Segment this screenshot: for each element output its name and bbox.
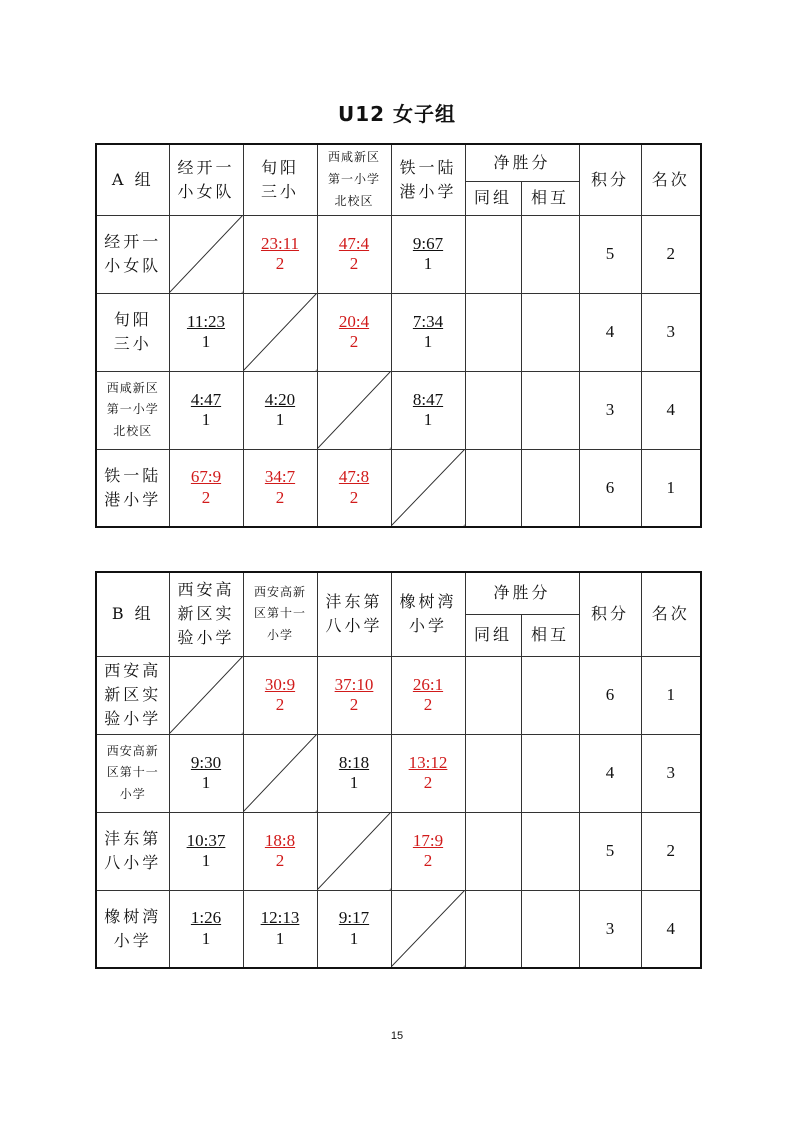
match-result-cell bbox=[243, 371, 317, 449]
points-cell: 3 bbox=[579, 890, 641, 968]
match-result bbox=[318, 467, 391, 508]
match-result-cell bbox=[391, 734, 465, 812]
table-row bbox=[96, 734, 701, 812]
match-score: 10:37 bbox=[186, 830, 226, 850]
self-match-cell bbox=[317, 371, 391, 449]
mutual-cell bbox=[521, 215, 579, 293]
same-group-cell bbox=[465, 293, 521, 371]
column-team-header bbox=[243, 572, 317, 656]
match-result bbox=[244, 234, 317, 275]
points-cell: 6 bbox=[579, 449, 641, 527]
column-team-name: 沣东第 八小学 bbox=[325, 592, 383, 636]
match-result-cell bbox=[169, 812, 243, 890]
match-points: 1 bbox=[423, 332, 433, 351]
match-result bbox=[318, 234, 391, 275]
match-result-cell bbox=[169, 371, 243, 449]
match-result-cell bbox=[317, 734, 391, 812]
match-score: 7:34 bbox=[412, 311, 444, 331]
rank-cell: 4 bbox=[641, 890, 701, 968]
row-team-name: 西安高 新区实 验小学 bbox=[104, 661, 162, 728]
match-result-cell bbox=[317, 890, 391, 968]
match-result-cell bbox=[169, 293, 243, 371]
match-score: 1:26 bbox=[190, 908, 222, 928]
match-result-cell bbox=[391, 371, 465, 449]
match-result-cell bbox=[169, 449, 243, 527]
row-team-cell bbox=[96, 812, 169, 890]
match-result-cell bbox=[317, 449, 391, 527]
match-points: 2 bbox=[275, 254, 285, 273]
table-row bbox=[96, 215, 701, 293]
match-points: 1 bbox=[201, 851, 211, 870]
same-group-cell bbox=[465, 215, 521, 293]
net-points-header: 净胜分 bbox=[465, 572, 579, 614]
match-score: 34:7 bbox=[264, 467, 296, 487]
table-row bbox=[96, 890, 701, 968]
points-cell: 6 bbox=[579, 656, 641, 734]
mutual-header: 相互 bbox=[521, 614, 579, 656]
row-team-cell bbox=[96, 449, 169, 527]
match-score: 67:9 bbox=[190, 467, 222, 487]
row-team-cell bbox=[96, 656, 169, 734]
match-result bbox=[392, 831, 465, 872]
match-points: 2 bbox=[349, 254, 359, 273]
mutual-header: 相互 bbox=[521, 181, 579, 215]
row-team-name: 橡树湾 小学 bbox=[104, 906, 162, 950]
match-score: 37:10 bbox=[334, 674, 374, 694]
match-score: 8:18 bbox=[338, 752, 370, 772]
rank-cell: 1 bbox=[641, 449, 701, 527]
match-result bbox=[170, 312, 243, 353]
rank-cell: 3 bbox=[641, 734, 701, 812]
match-score: 18:8 bbox=[264, 830, 296, 850]
match-points: 1 bbox=[349, 773, 359, 792]
row-team-name: 旬阳 三小 bbox=[113, 310, 152, 353]
match-result bbox=[244, 908, 317, 949]
match-points: 1 bbox=[349, 928, 359, 948]
row-team-name: 西安高新 区第十一 小学 bbox=[106, 743, 159, 801]
match-score: 9:17 bbox=[338, 908, 370, 928]
rank-header: 名次 bbox=[641, 144, 701, 215]
column-team-name: 铁一陆 港小学 bbox=[399, 157, 457, 201]
match-result-cell bbox=[243, 812, 317, 890]
self-match-cell bbox=[169, 656, 243, 734]
match-points: 1 bbox=[423, 254, 433, 273]
same-group-cell bbox=[465, 890, 521, 968]
group-b-table bbox=[95, 571, 702, 969]
match-result bbox=[244, 675, 317, 716]
match-result bbox=[318, 675, 391, 716]
match-points: 1 bbox=[423, 410, 433, 429]
match-score: 9:67 bbox=[412, 233, 444, 253]
match-result-cell bbox=[169, 734, 243, 812]
match-result-cell bbox=[317, 656, 391, 734]
row-team-cell bbox=[96, 734, 169, 812]
match-score: 11:23 bbox=[186, 311, 226, 331]
row-team-cell bbox=[96, 890, 169, 968]
match-points: 2 bbox=[201, 487, 211, 507]
row-team-name: 西咸新区 第一小学 北校区 bbox=[106, 380, 159, 438]
column-team-name: 西咸新区 第一小学 北校区 bbox=[327, 150, 380, 208]
group-label: A 组 bbox=[96, 144, 169, 215]
table-row bbox=[96, 371, 701, 449]
match-result bbox=[392, 312, 465, 353]
self-match-cell bbox=[391, 449, 465, 527]
match-result-cell bbox=[317, 215, 391, 293]
column-team-header bbox=[169, 144, 243, 215]
match-points: 1 bbox=[201, 928, 211, 948]
column-team-header bbox=[169, 572, 243, 656]
self-match-cell bbox=[391, 890, 465, 968]
match-result bbox=[392, 234, 465, 275]
match-result bbox=[170, 390, 243, 431]
column-team-header bbox=[317, 572, 391, 656]
match-score: 20:4 bbox=[338, 311, 370, 331]
match-result bbox=[170, 753, 243, 794]
rank-cell: 3 bbox=[641, 293, 701, 371]
column-team-name: 西安高新 区第十一 小学 bbox=[253, 584, 306, 643]
match-points: 1 bbox=[275, 410, 285, 429]
column-team-name: 橡树湾 小学 bbox=[399, 592, 457, 636]
rank-header: 名次 bbox=[641, 572, 701, 656]
row-team-cell bbox=[96, 215, 169, 293]
match-points: 2 bbox=[275, 695, 285, 714]
points-header: 积分 bbox=[579, 144, 641, 215]
match-result-cell bbox=[243, 656, 317, 734]
match-result bbox=[392, 753, 465, 794]
match-score: 13:12 bbox=[408, 752, 448, 772]
column-team-header bbox=[317, 144, 391, 215]
page-number: 15 bbox=[390, 1030, 404, 1042]
column-team-header bbox=[391, 144, 465, 215]
match-result-cell bbox=[317, 293, 391, 371]
match-result-cell bbox=[243, 215, 317, 293]
match-points: 2 bbox=[349, 695, 359, 714]
rank-cell: 2 bbox=[641, 215, 701, 293]
self-match-cell bbox=[243, 734, 317, 812]
match-result bbox=[170, 908, 243, 949]
column-team-name: 经开一 小女队 bbox=[177, 157, 235, 201]
match-result bbox=[318, 312, 391, 353]
match-score: 26:1 bbox=[412, 674, 444, 694]
page-title: U12 女子组 bbox=[337, 102, 457, 126]
match-score: 9:30 bbox=[190, 752, 222, 772]
row-team-name: 经开一 小女队 bbox=[104, 232, 162, 275]
table-row bbox=[96, 812, 701, 890]
mutual-cell bbox=[521, 656, 579, 734]
points-cell: 3 bbox=[579, 371, 641, 449]
match-result bbox=[318, 908, 391, 949]
match-result bbox=[170, 831, 243, 872]
points-cell: 4 bbox=[579, 734, 641, 812]
row-team-cell bbox=[96, 371, 169, 449]
match-result-cell bbox=[243, 890, 317, 968]
match-points: 2 bbox=[349, 332, 359, 351]
same-group-header: 同组 bbox=[465, 614, 521, 656]
rank-cell: 4 bbox=[641, 371, 701, 449]
row-team-name: 铁一陆 港小学 bbox=[104, 465, 162, 509]
group-label: B 组 bbox=[96, 572, 169, 656]
table-row bbox=[96, 656, 701, 734]
match-result-cell bbox=[391, 293, 465, 371]
match-result bbox=[318, 753, 391, 794]
match-points: 2 bbox=[349, 487, 359, 507]
same-group-cell bbox=[465, 449, 521, 527]
match-points: 2 bbox=[423, 851, 433, 870]
points-cell: 4 bbox=[579, 293, 641, 371]
rank-cell: 1 bbox=[641, 656, 701, 734]
self-match-cell bbox=[317, 812, 391, 890]
same-group-header: 同组 bbox=[465, 181, 521, 215]
match-score: 4:47 bbox=[190, 389, 222, 409]
mutual-cell bbox=[521, 371, 579, 449]
mutual-cell bbox=[521, 734, 579, 812]
match-points: 2 bbox=[423, 773, 433, 792]
match-result-cell bbox=[391, 812, 465, 890]
match-points: 1 bbox=[275, 928, 285, 948]
match-result-cell bbox=[391, 656, 465, 734]
table-row bbox=[96, 293, 701, 371]
row-team-cell bbox=[96, 293, 169, 371]
match-result bbox=[244, 390, 317, 431]
match-score: 8:47 bbox=[412, 389, 444, 409]
match-score: 4:20 bbox=[264, 389, 296, 409]
mutual-cell bbox=[521, 293, 579, 371]
points-cell: 5 bbox=[579, 215, 641, 293]
self-match-cell bbox=[169, 215, 243, 293]
match-points: 1 bbox=[201, 773, 211, 792]
match-score: 30:9 bbox=[264, 674, 296, 694]
mutual-cell bbox=[521, 890, 579, 968]
match-result bbox=[392, 390, 465, 431]
match-score: 12:13 bbox=[260, 908, 300, 928]
column-team-name: 旬阳 三小 bbox=[260, 157, 299, 201]
match-result bbox=[392, 675, 465, 716]
match-points: 2 bbox=[275, 851, 285, 870]
group-a-table bbox=[95, 143, 702, 528]
points-header: 积分 bbox=[579, 572, 641, 656]
match-result-cell bbox=[243, 449, 317, 527]
match-score: 23:11 bbox=[260, 233, 300, 253]
row-team-name: 沣东第 八小学 bbox=[104, 829, 162, 872]
table-row bbox=[96, 449, 701, 527]
same-group-cell bbox=[465, 734, 521, 812]
mutual-cell bbox=[521, 812, 579, 890]
same-group-cell bbox=[465, 656, 521, 734]
match-result bbox=[244, 831, 317, 872]
match-result-cell bbox=[391, 215, 465, 293]
match-score: 47:4 bbox=[338, 233, 370, 253]
match-points: 2 bbox=[275, 487, 285, 507]
match-result-cell bbox=[169, 890, 243, 968]
same-group-cell bbox=[465, 812, 521, 890]
match-result bbox=[170, 467, 243, 508]
match-points: 1 bbox=[201, 410, 211, 429]
match-points: 1 bbox=[201, 332, 211, 351]
mutual-cell bbox=[521, 449, 579, 527]
points-cell: 5 bbox=[579, 812, 641, 890]
match-score: 17:9 bbox=[412, 830, 444, 850]
column-team-header bbox=[391, 572, 465, 656]
rank-cell: 2 bbox=[641, 812, 701, 890]
match-score: 47:8 bbox=[338, 467, 370, 487]
column-team-header bbox=[243, 144, 317, 215]
column-team-name: 西安高 新区实 验小学 bbox=[177, 580, 235, 648]
match-points: 2 bbox=[423, 695, 433, 714]
net-points-header: 净胜分 bbox=[465, 144, 579, 181]
match-result bbox=[244, 467, 317, 508]
self-match-cell bbox=[243, 293, 317, 371]
same-group-cell bbox=[465, 371, 521, 449]
